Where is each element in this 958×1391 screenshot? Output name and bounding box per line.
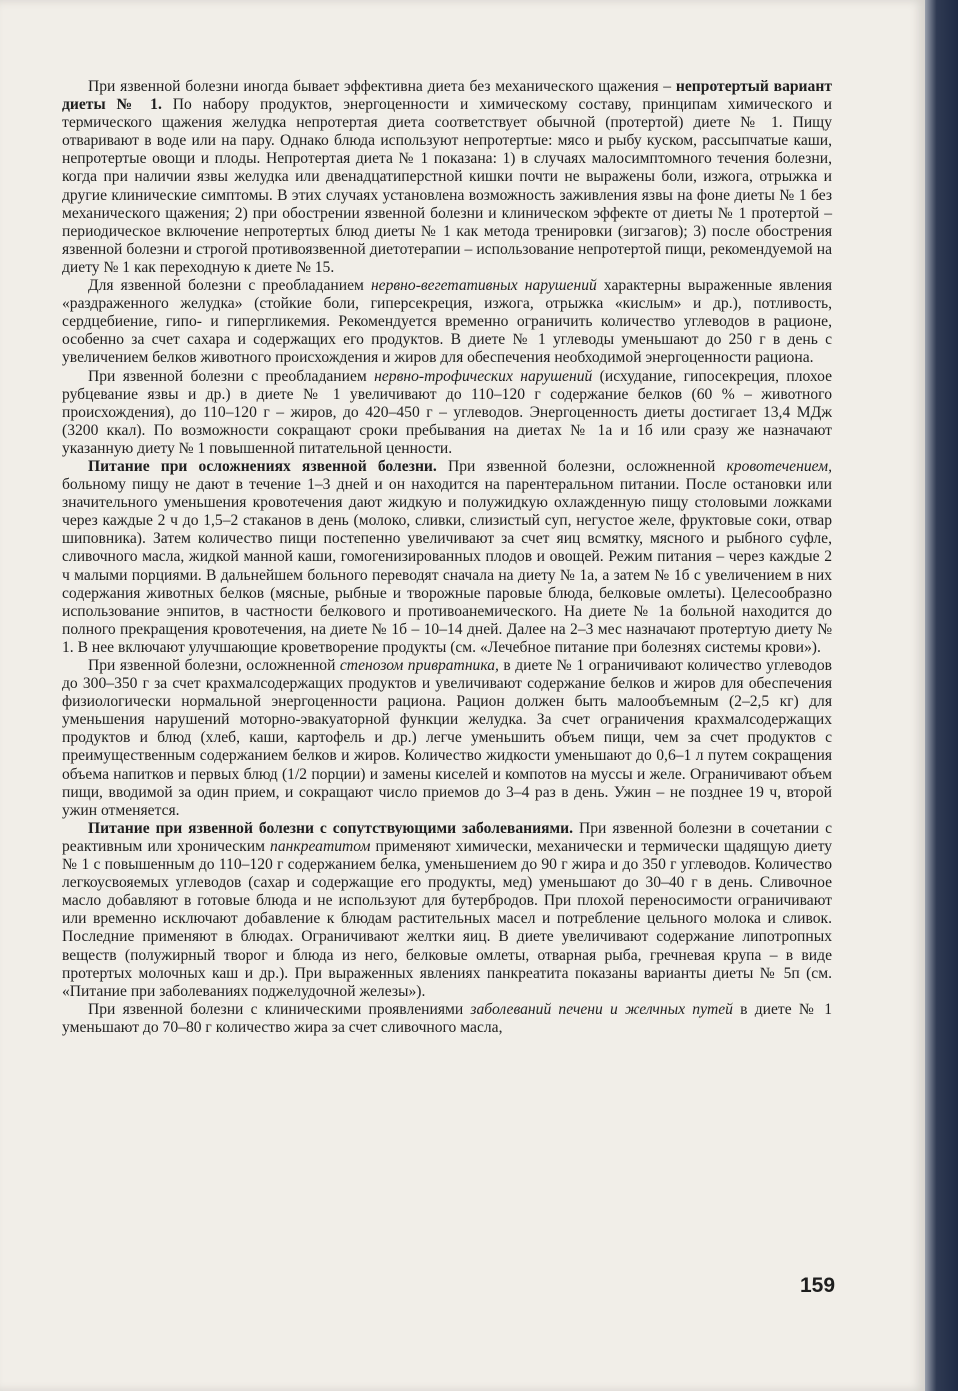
text-run: Для язвенной болезни с преобладанием	[88, 277, 371, 295]
text-run: При язвенной болезни с преобладанием	[88, 367, 375, 385]
paragraph	[62, 78, 832, 277]
text-run: При язвенной болезни иногда бывает эффективна диета без механического щажения –	[88, 78, 676, 95]
body-text	[62, 78, 832, 1037]
italic-term: стенозом привратника,	[339, 657, 499, 674]
text-run: При язвенной болезни, осложненной	[88, 657, 340, 674]
paragraph	[62, 820, 832, 1001]
text-run: При язвенной болезни в сочетании с реактивным или хроническим	[62, 819, 833, 855]
italic-term: заболеваний печени и желчных путей	[470, 1000, 733, 1018]
text-run: в диете № 1 уменьшают до 70–80 г количество жира за счет сливочного масла,	[62, 1000, 832, 1036]
page-number: 159	[800, 1274, 836, 1297]
italic-term: кровотечением,	[726, 457, 833, 475]
text-run: (исхудание, гипосекреция, плохое рубцевание язвы и др.) в диете № 1 увеличивают до 110–120 г содержание белков (60 % – животного происхождения), до 110–120 г – жиров, до 420–450 г – углеводов. Энергоценность диеты достигает 13,4 МДж (3200 ккал). По возможности сокращают сроки пребывания на диетах № 1а и 1б или сразу же назначают указанную диету № 1 повышенной питательной ценности.	[62, 367, 832, 457]
text-run: характерны выраженные явления «раздраженного желудка» (стойкие боли, гиперсекреция, изжога, отрыжка «кислым» и др.), потливость, сердцебиение, гипо- и гипергликемия. Рекомендуется временно ограничить количество углеводов в рационе, особенно за счет сахара и содержащих его продуктов. В диете № 1 углеводы уменьшают до 250 г в день с увеличением белков животного происхождения и жиров для обеспечения необходимой энергоценности рациона.	[62, 277, 833, 367]
text-run: При язвенной болезни с клиническими проявлениями	[88, 1000, 471, 1018]
italic-term: нервно-трофических нарушений	[374, 367, 593, 385]
text-run: применяют химически, механически и термически щадящую диету № 1 с повышенным до 110–120 г содержанием белка, уменьшением до 90 г жира и до 350 г углеводов. Количество легкоусвояемых углеводов (сахар и содержащие его продукты, мед) уменьшают до 30–40 г в день. Сливочное масло добавляют в готовые блюда и не используют для бутербродов. При плохой переносимости ограничивают или временно исключают добавление к блюдам растительных масел и потребление цельного молока и сливок. Последние применяют в блюдах. Ограничивают желтки яиц. В диете увеличивают содержание липотропных веществ (полужирный творог и блюда из него, белковые омлеты, отварная рыба, гречневая крупа – в виде протертых молочных каш и др.). При выраженных явлениях панкреатита показаны варианты диеты № 5п (см. «Питание при заболеваниях поджелудочной железы»).	[62, 837, 832, 1000]
bold-heading: непротертый вариант диеты № 1.	[62, 78, 832, 114]
italic-term: нервно-вегетативных нарушений	[370, 277, 597, 295]
italic-term: панкреатитом	[270, 837, 371, 855]
book-cover-edge	[925, 0, 958, 1391]
paragraph	[62, 368, 832, 458]
text-run: По набору продуктов, энергоценности и химическому составу, принципам химического и термического щажения желудка непротертая диета соответствует обычной (протертой) диете № 1. Пищу отваривают в воде или на пару. Однако блюда используют непротертые: мясо и рыбу куском, рассыпчатые каши, непротертые овощи и плоды. Непротертая диета № 1 показана: 1) в случаях малосимптомного течения болезни, когда при наличии язвы желудка или двенадцатиперстной кишки почти не выражены боли, изжога, отрыжка и другие клинические симптомы. В этих случаях установлена возможность заживления язвы на фоне диеты № 1 без механического щажения; 2) при обострении язвенной болезни и клиническом эффекте от диеты № 1 протертой – периодическое включение непротертых блюд диеты № 1 как метода тренировки (зигзагов); 3) после обострения язвенной болезни и строгой противоязвенной диетотерапии – использование непротертой пищи, рекомендуемой на диету № 1 как переходную к диете № 15.	[62, 96, 832, 276]
text-run: больному пищу не дают в течение 1–3 дней и он находится на парентеральном питании. После остановки или значительного уменьшения кровотечения дают жидкую и полужидкую охлажденную пищу столовыми ложками через каждые 2 ч до 1,5–2 стаканов в день (молоко, сливки, слизистый суп, негустое желе, фруктовые соки, отвар шиповника). Затем количество пищи постепенно увеличивают за счет яиц всмятку, мясного и рыбного суфле, сливочного масла, жидкой манной каши, гомогенизированных плодов и овощей. Режим питания – через каждые 2 ч малыми порциями. В дальнейшем больного переводят сначала на диету № 1а, а затем № 1б с увеличением в них содержания животных белков (мясные, рыбные и творожные паровые блюда, белковые омлеты). Целесообразно использование энпитов, в частности белкового и противоанемического. На диете № 1а больной находится до полного прекращения кровотечения, на диете № 1б – 10–14 дней. Далее на 2–3 мес назначают протертую диету № 1. В нее включают улучшающие кроветворение продукты (см. «Лечебное питание при болезнях системы крови»).	[62, 476, 832, 656]
bold-heading: Питание при язвенной болезни с сопутствующими заболеваниями.	[88, 819, 574, 837]
text-run: При язвенной болезни, осложненной	[436, 457, 727, 475]
paragraph	[62, 277, 832, 367]
text-run: в диете № 1 ограничивают количество углеводов до 300–350 г за счет крахмалсодержащих продуктов и увеличивают содержание белков и жиров для обеспечения физиологически нормальной энергоценности рациона. Рацион должен быть малообъемным (2–2,5 кг) для уменьшения нарушений моторно-эвакуаторной функции желудка. За счет ограничения крахмалсодержащих продуктов и блюд (хлеб, каши, картофель и др.) легче уменьшить объем пищи, чем за счет продуктов с преимущественным содержанием белков и жиров. Количество жидкости уменьшают до 0,6–1 л путем сокращения объема напитков и первых блюд (1/2 порции) и замены киселей и компотов на муссы и желе. Ограничивают объем пищи, вводимой за один прием, и сокращают число приемов до 3–4 раз в день. Ужин – не позднее 19 ч, второй ужин отменяется.	[62, 657, 832, 819]
paragraph	[62, 1001, 832, 1037]
paragraph	[62, 657, 832, 820]
bold-heading: Питание при осложнениях язвенной болезни.	[88, 457, 437, 475]
paragraph	[62, 458, 832, 657]
